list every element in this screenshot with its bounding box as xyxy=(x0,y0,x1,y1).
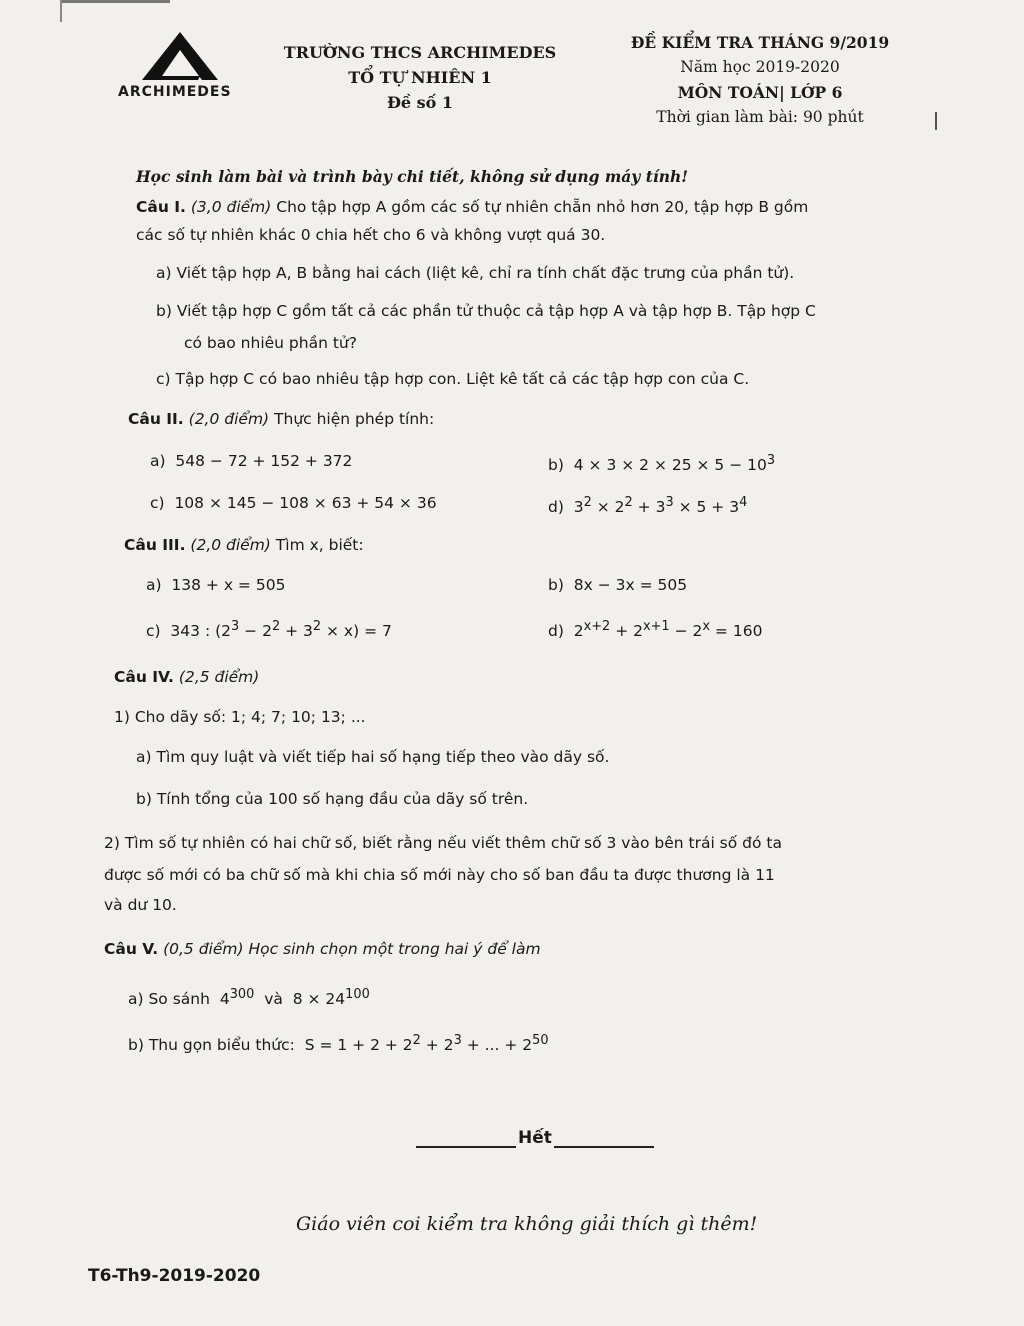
q3-c: c) 343 : $(2^3 - 2^2 + 3^2 \times x) = 7$ xyxy=(146,619,392,641)
q2-c-label: c) xyxy=(150,494,165,512)
scan-edge xyxy=(60,0,170,3)
end-text: Hết xyxy=(518,1128,552,1148)
q3-a-label: a) xyxy=(146,576,162,594)
q5-label: Câu V. xyxy=(104,940,159,958)
q4-part-2-line-1: 2) Tìm số tự nhiên có hai chữ số, biết rằng nếu viết thêm chữ số 3 vào bên trái số đó ta xyxy=(104,834,782,852)
q3-line xyxy=(124,534,364,556)
q3-a xyxy=(146,574,285,596)
q2-a-expr: 548 − 72 + 152 + 372 xyxy=(175,452,353,470)
school-name: TRƯỜNG THCS ARCHIMEDES xyxy=(283,43,557,62)
q1-label: Câu I. xyxy=(136,198,186,216)
scan-edge-left xyxy=(60,0,62,22)
q4-part-2-line-2: được số mới có ba chữ số mà khi chia số mới này cho số ban đầu ta được thương là 11 xyxy=(104,866,775,884)
q3-points: (2,0 điểm) xyxy=(190,536,271,554)
q3-c-label: c) xyxy=(146,622,161,641)
scan-mark xyxy=(935,112,937,130)
q5-line xyxy=(104,938,541,960)
q1-b-2: có bao nhiêu phần tử? xyxy=(184,334,357,352)
q1-b-1: b) Viết tập hợp C gồm tất cả các phần tử thuộc cả tập hợp A và tập hợp B. Tập hợp C xyxy=(156,302,816,320)
q5-points: (0,5 điểm) Học sinh chọn một trong hai ý để làm xyxy=(163,940,541,958)
document-code: T6-Th9-2019-2020 xyxy=(88,1266,261,1286)
q5-b: b) Thu gọn biểu thức: $S = 1 + 2 + 2^2 + 2^3$ + ... + $2^{50}$ xyxy=(128,1033,549,1055)
q4-part-1a: a) Tìm quy luật và viết tiếp hai số hạng tiếp theo vào dãy số. xyxy=(136,748,610,766)
q1-line-1 xyxy=(136,196,808,218)
q1-text-1: Cho tập hợp A gồm các số tự nhiên chẵn nhỏ hơn 20, tập hợp B gồm xyxy=(276,198,809,216)
q3-text: Tìm x, biết: xyxy=(275,536,364,554)
exam-number: Đề số 1 xyxy=(386,93,454,112)
q2-b: b) $4 \times 3 \times 2 \times 25 \times 5 - 10^3$ xyxy=(548,453,776,475)
q3-label: Câu III. xyxy=(124,536,186,554)
q5-b-text: b) Thu gọn biểu thức: xyxy=(128,1036,295,1055)
q5-and: và xyxy=(264,990,283,1009)
q1-text-2: các số tự nhiên khác 0 chia hết cho 6 và không vượt quá 30. xyxy=(136,226,606,244)
q2-b-expr: 4 × 3 × 2 × 25 × 5 − 10 xyxy=(573,456,767,475)
archimedes-logo-icon xyxy=(140,30,220,82)
q4-label: Câu IV. xyxy=(114,668,174,686)
q2-label: Câu II. xyxy=(128,410,184,428)
q4-points: (2,5 điểm) xyxy=(178,668,260,686)
q4-line xyxy=(114,666,259,688)
q3-a-expr: 138 + x = 505 xyxy=(171,576,286,594)
q2-a-label: a) xyxy=(150,452,166,470)
q2-c xyxy=(150,492,437,514)
school-block xyxy=(265,40,575,115)
duration: Thời gian làm bài: 90 phút xyxy=(656,108,864,126)
q1-c: c) Tập hợp C có bao nhiêu tập hợp con. Liệt kê tất cả các tập hợp con của C. xyxy=(156,370,750,388)
q3-d: d) $2^{x+2} + 2^{x+1} - 2^x = 160$ xyxy=(548,619,763,641)
q4-part-1: 1) Cho dãy số: 1; 4; 7; 10; 13; ... xyxy=(114,708,366,726)
q3-d-label: d) xyxy=(548,622,564,641)
q2-line xyxy=(128,408,434,430)
q3-b-label: b) xyxy=(548,576,564,594)
q4-part-2-line-3: và dư 10. xyxy=(104,896,177,914)
q5-a: a) So sánh $4^{300}$ và $8 \times 24^{100}$ xyxy=(128,987,370,1009)
footer-note: Giáo viên coi kiểm tra không giải thích gì thêm! xyxy=(296,1213,758,1235)
q2-c-expr: 108 × 145 − 108 × 63 + 54 × 36 xyxy=(174,494,437,512)
q4-part-1b: b) Tính tổng của 100 số hạng đầu của dãy số trên. xyxy=(136,790,529,808)
q2-a xyxy=(150,450,352,472)
end-marker xyxy=(400,1128,670,1148)
q1-a: a) Viết tập hợp A, B bằng hai cách (liệt kê, chỉ ra tính chất đặc trưng của phần tử). xyxy=(156,264,795,282)
school-logo xyxy=(118,30,248,105)
q1-points: (3,0 điểm) xyxy=(190,198,272,216)
q2-text: Thực hiện phép tính: xyxy=(274,410,435,428)
q2-d: d) $3^2 \times 2^2 + 3^3 \times 5 + 3^4$ xyxy=(548,495,748,517)
q2-points: (2,0 điểm) xyxy=(188,410,270,428)
group-name: TỔ TỰ NHIÊN 1 xyxy=(348,68,492,87)
exam-info-block xyxy=(605,30,915,130)
q2-b-label: b) xyxy=(548,456,564,475)
school-year: Năm học 2019-2020 xyxy=(680,58,840,76)
instruction: Học sinh làm bài và trình bày chi tiết, không sử dụng máy tính! xyxy=(136,167,689,186)
subject: MÔN TOÁN| LỚP 6 xyxy=(677,83,843,102)
logo-text: ARCHIMEDES xyxy=(118,84,232,100)
q3-b-expr: 8x − 3x = 505 xyxy=(573,576,688,594)
q3-b xyxy=(548,574,687,596)
q2-d-label: d) xyxy=(548,498,564,517)
exam-title: ĐỀ KIỂM TRA THÁNG 9/2019 xyxy=(630,33,890,52)
q5-a-text: a) So sánh xyxy=(128,990,210,1009)
